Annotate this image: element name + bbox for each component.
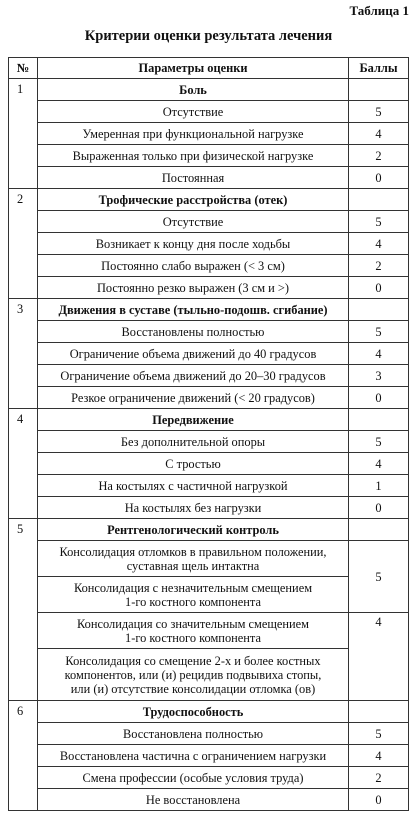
criterion-text: Не восстановлена [38,789,349,811]
criterion-text: Постоянно слабо выражен (< 3 см) [38,255,349,277]
criterion-text [38,649,349,701]
empty-cell [349,519,409,541]
table-label: Таблица 1 [349,3,409,18]
criterion-text: Без дополнительной опоры [38,431,349,453]
criterion-text: Постоянная [38,167,349,189]
table-title: Критерии оценки результата лечения [84,28,333,44]
score-cell: 4 [349,453,409,475]
text-line: или (и) отсутствие консолидации отломка (ов) [70,681,316,696]
score-cell: 4 [349,745,409,767]
table-row [9,431,409,453]
text-line: Консолидация со значительным смещением [77,616,309,631]
criterion-text: На костылях с частичной нагрузкой [38,475,349,497]
score-cell: 2 [349,145,409,167]
header-row [9,58,409,79]
score-cell: 3 [349,365,409,387]
section-joint-movement [9,299,409,409]
score-cell: 1 [349,475,409,497]
table-row [9,101,409,123]
table-row [9,233,409,255]
section-number: 3 [9,299,38,409]
table-row [9,723,409,745]
section-head-row [9,79,409,101]
empty-cell [349,701,409,723]
criterion-text: Умеренная при функциональной нагрузке [38,123,349,145]
section-walking [9,409,409,519]
section-head-row [9,519,409,541]
criterion-text: Резкое ограничение движений (< 20 градусов) [38,387,349,409]
score-cell: 5 [349,321,409,343]
criterion-text: Восстановлена полностью [38,723,349,745]
section-title: Движения в суставе (тыльно-подошв. сгибание) [38,299,349,321]
table-row [9,767,409,789]
section-number: 4 [9,409,38,519]
section-title: Трофические расстройства (отек) [38,189,349,211]
criterion-text: Восстановлены полностью [38,321,349,343]
table-row [9,277,409,299]
text-line: 1-го костного компонента [125,594,261,609]
section-number: 5 [9,519,38,701]
criterion-text: С тростью [38,453,349,475]
criterion-text: Смена профессии (особые условия труда) [38,767,349,789]
score-cell: 2 [349,767,409,789]
empty-cell [349,409,409,431]
section-title: Передвижение [38,409,349,431]
score-cell: 0 [349,277,409,299]
text-line: Консолидация отломков в правильном положении, [59,544,327,559]
empty-cell [349,79,409,101]
criterion-text: Выраженная только при физической нагрузке [38,145,349,167]
score-cell: 4 [349,123,409,145]
score-cell: 5 [349,431,409,453]
section-number: 2 [9,189,38,299]
score-cell: 5 [349,101,409,123]
table-row [9,453,409,475]
section-title: Боль [38,79,349,101]
criterion-text: Постоянно резко выражен (3 см и >) [38,277,349,299]
empty-cell [349,299,409,321]
criterion-text [38,577,349,613]
table-row [9,167,409,189]
table-row [9,789,409,811]
table-row [9,541,409,577]
table-row [9,365,409,387]
score-cell: 0 [349,497,409,519]
score-cell: 4 [349,233,409,255]
table-row [9,255,409,277]
text-line: суставная щель интактна [126,558,260,573]
header-num: № [9,58,38,79]
section-number: 6 [9,701,38,811]
section-head-row [9,299,409,321]
criteria-table [8,57,409,811]
section-head-row [9,409,409,431]
criterion-text [38,541,349,577]
text-line: Консолидация с незначительным смещением [73,580,313,595]
table-row [9,613,409,649]
score-cell: 0 [349,167,409,189]
score-cell: 0 [349,387,409,409]
criterion-text: На костылях без нагрузки [38,497,349,519]
section-work-capacity [9,701,409,811]
section-title: Трудоспособность [38,701,349,723]
header-param: Параметры оценки [38,58,349,79]
header-score: Баллы [349,58,409,79]
score-cell: 4 [349,613,409,701]
table-row [9,123,409,145]
criterion-text: Отсутствие [38,101,349,123]
table-row [9,745,409,767]
criterion-text [38,613,349,649]
table-row [9,343,409,365]
table-row [9,145,409,167]
criterion-text: Отсутствие [38,211,349,233]
table-row [9,475,409,497]
section-xray [9,519,409,701]
section-head-row [9,701,409,723]
score-cell: 5 [349,211,409,233]
table-row [9,497,409,519]
score-cell: 5 [349,723,409,745]
criterion-text: Ограничение объема движений до 20–30 градусов [38,365,349,387]
text-line: Консолидация со смещение 2-х и более костных [65,653,321,668]
table-row [9,211,409,233]
score-cell: 2 [349,255,409,277]
section-number: 1 [9,79,38,189]
empty-cell [349,189,409,211]
section-pain [9,79,409,189]
score-cell: 0 [349,789,409,811]
criterion-text: Возникает к концу дня после ходьбы [38,233,349,255]
criterion-text: Восстановлена частична с ограничением нагрузки [38,745,349,767]
score-cell: 5 [349,541,409,613]
text-line: 1-го костного компонента [125,630,261,645]
section-title: Рентгенологический контроль [38,519,349,541]
table-row [9,387,409,409]
section-trophic [9,189,409,299]
criterion-text: Ограничение объема движений до 40 градусов [38,343,349,365]
section-head-row [9,189,409,211]
text-line: компонентов, или (и) рецидив подвывиха стопы, [64,667,322,682]
table-row [9,321,409,343]
score-cell: 4 [349,343,409,365]
